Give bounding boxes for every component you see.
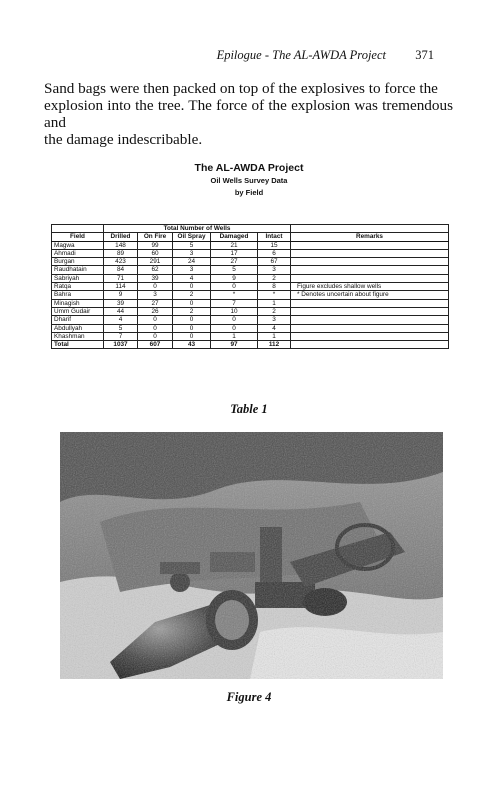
cell-drilled: 89 <box>104 249 138 257</box>
table-total-row <box>52 341 449 349</box>
body-line: the damage indescribable. <box>44 131 203 148</box>
cell-oil-spray: 0 <box>173 332 211 340</box>
cell-drilled: 4 <box>104 316 138 324</box>
cell-on-fire: 62 <box>138 266 173 274</box>
cell-on-fire: 0 <box>138 283 173 291</box>
table-row <box>52 274 449 282</box>
cell-on-fire: 607 <box>138 341 173 349</box>
group-header: Total Number of Wells <box>104 225 291 233</box>
cell-field: Raudhatain <box>52 266 104 274</box>
cell-field: Burgan <box>52 258 104 266</box>
cell-intact: 2 <box>258 307 291 315</box>
cell-damaged: 27 <box>211 258 258 266</box>
cell-remarks <box>291 324 449 332</box>
table-body <box>52 241 449 349</box>
cell-damaged: 0 <box>211 283 258 291</box>
col-header-oil-spray: Oil Spray <box>173 233 211 241</box>
body-paragraph <box>44 80 453 148</box>
table-header-row <box>52 225 449 233</box>
cell-oil-spray: 0 <box>173 316 211 324</box>
cell-remarks <box>291 332 449 340</box>
table-row <box>52 316 449 324</box>
cell-intact: 2 <box>258 274 291 282</box>
cell-damaged: 17 <box>211 249 258 257</box>
cell-remarks <box>291 299 449 307</box>
cell-remarks: Figure excludes shallow wells <box>291 283 449 291</box>
cell-oil-spray: 2 <box>173 307 211 315</box>
cell-damaged: 5 <box>211 266 258 274</box>
col-header-intact: Intact <box>258 233 291 241</box>
body-line: Sand bags were then packed on top of the explosives to force the <box>44 80 438 97</box>
cell-intact: 4 <box>258 324 291 332</box>
cell-drilled: 39 <box>104 299 138 307</box>
cell-on-fire: 3 <box>138 291 173 299</box>
cell-oil-spray: 0 <box>173 283 211 291</box>
cell-intact: 112 <box>258 341 291 349</box>
cell-damaged: 10 <box>211 307 258 315</box>
cell-oil-spray: 3 <box>173 249 211 257</box>
cell-drilled: 84 <box>104 266 138 274</box>
cell-field: Umm Gudair <box>52 307 104 315</box>
table-title: The AL-AWDA Project <box>194 162 304 174</box>
col-header-damaged: Damaged <box>211 233 258 241</box>
cell-oil-spray: 43 <box>173 341 211 349</box>
cell-remarks <box>291 274 449 282</box>
cell-intact: 3 <box>258 316 291 324</box>
cell-intact: 8 <box>258 283 291 291</box>
cell-damaged: 9 <box>211 274 258 282</box>
cell-intact: * <box>258 291 291 299</box>
table-title-block <box>0 161 498 199</box>
header-blank <box>291 225 449 233</box>
cell-intact: 15 <box>258 241 291 249</box>
cell-drilled: 423 <box>104 258 138 266</box>
table-subtitle-2: by Field <box>234 188 264 197</box>
cell-drilled: 114 <box>104 283 138 291</box>
cell-damaged: 1 <box>211 332 258 340</box>
table-row <box>52 324 449 332</box>
table-row <box>52 258 449 266</box>
running-head <box>60 48 434 64</box>
cell-intact: 1 <box>258 299 291 307</box>
cell-drilled: 148 <box>104 241 138 249</box>
cell-damaged: 97 <box>211 341 258 349</box>
cell-drilled: 71 <box>104 274 138 282</box>
cell-damaged: * <box>211 291 258 299</box>
table-row <box>52 291 449 299</box>
cell-on-fire: 27 <box>138 299 173 307</box>
cell-oil-spray: 24 <box>173 258 211 266</box>
col-header-on-fire: On Fire <box>138 233 173 241</box>
cell-remarks <box>291 266 449 274</box>
col-header-drilled: Drilled <box>104 233 138 241</box>
table-row <box>52 283 449 291</box>
cell-remarks: * Denotes uncertain about figure <box>291 291 449 299</box>
cell-on-fire: 0 <box>138 332 173 340</box>
oil-wells-table <box>51 224 449 349</box>
cell-oil-spray: 0 <box>173 324 211 332</box>
table-row <box>52 266 449 274</box>
cell-field: Ratqa <box>52 283 104 291</box>
cell-remarks <box>291 341 449 349</box>
header-blank <box>52 225 104 233</box>
col-header-field: Field <box>52 233 104 241</box>
cell-damaged: 21 <box>211 241 258 249</box>
cell-drilled: 9 <box>104 291 138 299</box>
table-caption: Table 1 <box>230 402 268 416</box>
cell-oil-spray: 3 <box>173 266 211 274</box>
page-number: 371 <box>415 48 434 62</box>
cell-field: Total <box>52 341 104 349</box>
cell-intact: 67 <box>258 258 291 266</box>
table-row <box>52 249 449 257</box>
cell-oil-spray: 2 <box>173 291 211 299</box>
cell-field: Bahra <box>52 291 104 299</box>
cell-damaged: 0 <box>211 316 258 324</box>
cell-drilled: 44 <box>104 307 138 315</box>
table-header-row <box>52 233 449 241</box>
cell-remarks <box>291 316 449 324</box>
table-row <box>52 241 449 249</box>
cell-drilled: 1037 <box>104 341 138 349</box>
figure-caption: Figure 4 <box>226 690 272 704</box>
running-title: Epilogue - The AL-AWDA Project <box>216 48 386 62</box>
cell-remarks <box>291 249 449 257</box>
cell-on-fire: 60 <box>138 249 173 257</box>
table-subtitle: Oil Wells Survey Data <box>210 176 288 185</box>
cell-on-fire: 0 <box>138 324 173 332</box>
cell-field: Abdullyah <box>52 324 104 332</box>
cell-field: Minagish <box>52 299 104 307</box>
cell-intact: 6 <box>258 249 291 257</box>
cell-drilled: 5 <box>104 324 138 332</box>
cell-on-fire: 0 <box>138 316 173 324</box>
cell-damaged: 0 <box>211 324 258 332</box>
cell-field: Khashman <box>52 332 104 340</box>
col-header-remarks: Remarks <box>291 233 449 241</box>
cell-field: Sabriyah <box>52 274 104 282</box>
oil-well-wreckage-photo <box>60 432 443 679</box>
cell-drilled: 7 <box>104 332 138 340</box>
table-row <box>52 299 449 307</box>
cell-intact: 1 <box>258 332 291 340</box>
cell-oil-spray: 4 <box>173 274 211 282</box>
cell-remarks <box>291 241 449 249</box>
body-line: explosion into the tree. The force of the explosion was tremendous and <box>44 97 453 131</box>
cell-field: Dharif <box>52 316 104 324</box>
cell-on-fire: 26 <box>138 307 173 315</box>
cell-intact: 3 <box>258 266 291 274</box>
cell-on-fire: 99 <box>138 241 173 249</box>
cell-damaged: 7 <box>211 299 258 307</box>
cell-field: Magwa <box>52 241 104 249</box>
cell-field: Ahmadi <box>52 249 104 257</box>
table-row <box>52 307 449 315</box>
cell-on-fire: 291 <box>138 258 173 266</box>
cell-on-fire: 39 <box>138 274 173 282</box>
table-row <box>52 332 449 340</box>
cell-oil-spray: 0 <box>173 299 211 307</box>
cell-remarks <box>291 258 449 266</box>
cell-remarks <box>291 307 449 315</box>
cell-oil-spray: 5 <box>173 241 211 249</box>
